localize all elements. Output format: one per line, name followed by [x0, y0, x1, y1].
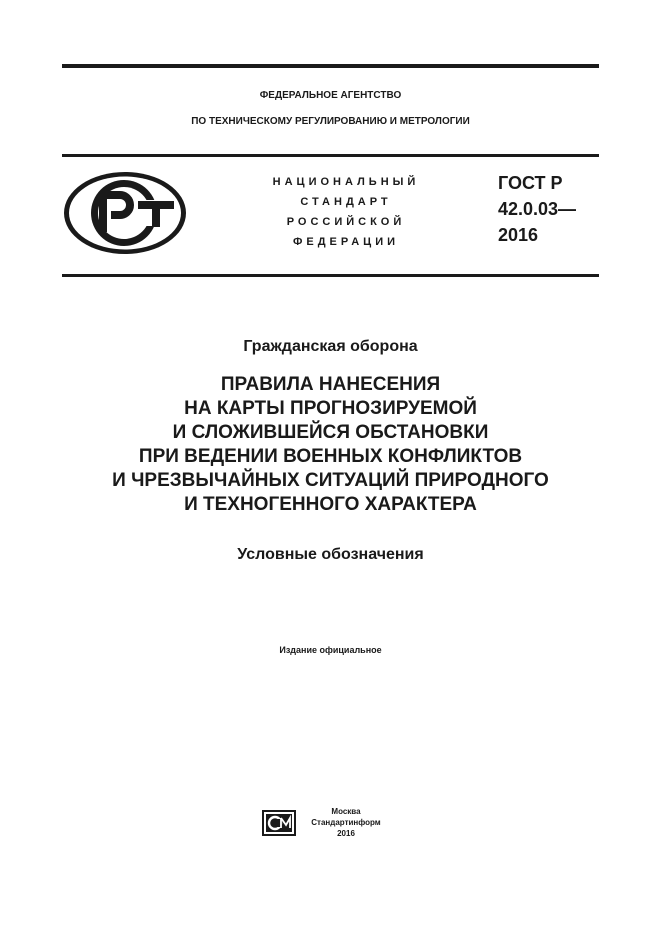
- publisher-name: Стандартинформ: [311, 818, 381, 827]
- title-line: И ЧРЕЗВЫЧАЙНЫХ СИТУАЦИЙ ПРИРОДНОГО: [112, 470, 549, 491]
- subject-heading: Гражданская оборона: [243, 338, 418, 355]
- header-rule: [62, 154, 599, 157]
- title-line: ПРИ ВЕДЕНИИ ВОЕННЫХ КОНФЛИКТОВ: [138, 446, 523, 467]
- standartinform-logo-icon: [262, 810, 296, 836]
- standard-type-line: НАЦИОНАЛЬНЫЙ: [272, 176, 420, 188]
- standard-number: [498, 170, 576, 248]
- standard-number-line: ГОСТ Р: [498, 173, 563, 193]
- document-title: [0, 373, 661, 517]
- rst-logo-icon: [62, 170, 188, 256]
- standard-type-line: СТАНДАРТ: [300, 196, 392, 208]
- standard-type: [228, 172, 464, 252]
- standard-number-line: 2016: [498, 225, 539, 245]
- standard-type-line: ФЕДЕРАЦИИ: [292, 236, 400, 248]
- agency-line-2: ПО ТЕХНИЧЕСКОМУ РЕГУЛИРОВАНИЮ И МЕТРОЛОГИИ: [191, 116, 470, 127]
- top-rule: [62, 64, 599, 68]
- standard-type-line: РОССИЙСКОЙ: [286, 216, 406, 228]
- title-line: И ТЕХНОГЕННОГО ХАРАКТЕРА: [184, 494, 477, 515]
- publisher-block: [306, 806, 386, 839]
- title-line: НА КАРТЫ ПРОГНОЗИРУЕМОЙ: [184, 398, 477, 419]
- agency-line-1: ФЕДЕРАЛЬНОЕ АГЕНТСТВО: [259, 90, 402, 101]
- title-line: ПРАВИЛА НАНЕСЕНИЯ: [220, 374, 441, 395]
- standard-number-line: 42.0.03—: [498, 199, 577, 219]
- publisher-year: 2016: [337, 829, 355, 838]
- edition-note: Издание официальное: [279, 645, 382, 655]
- document-subtitle: Условные обозначения: [237, 546, 424, 563]
- mid-rule: [62, 274, 599, 277]
- title-line: И СЛОЖИВШЕЙСЯ ОБСТАНОВКИ: [172, 422, 489, 443]
- publisher-city: Москва: [331, 807, 361, 816]
